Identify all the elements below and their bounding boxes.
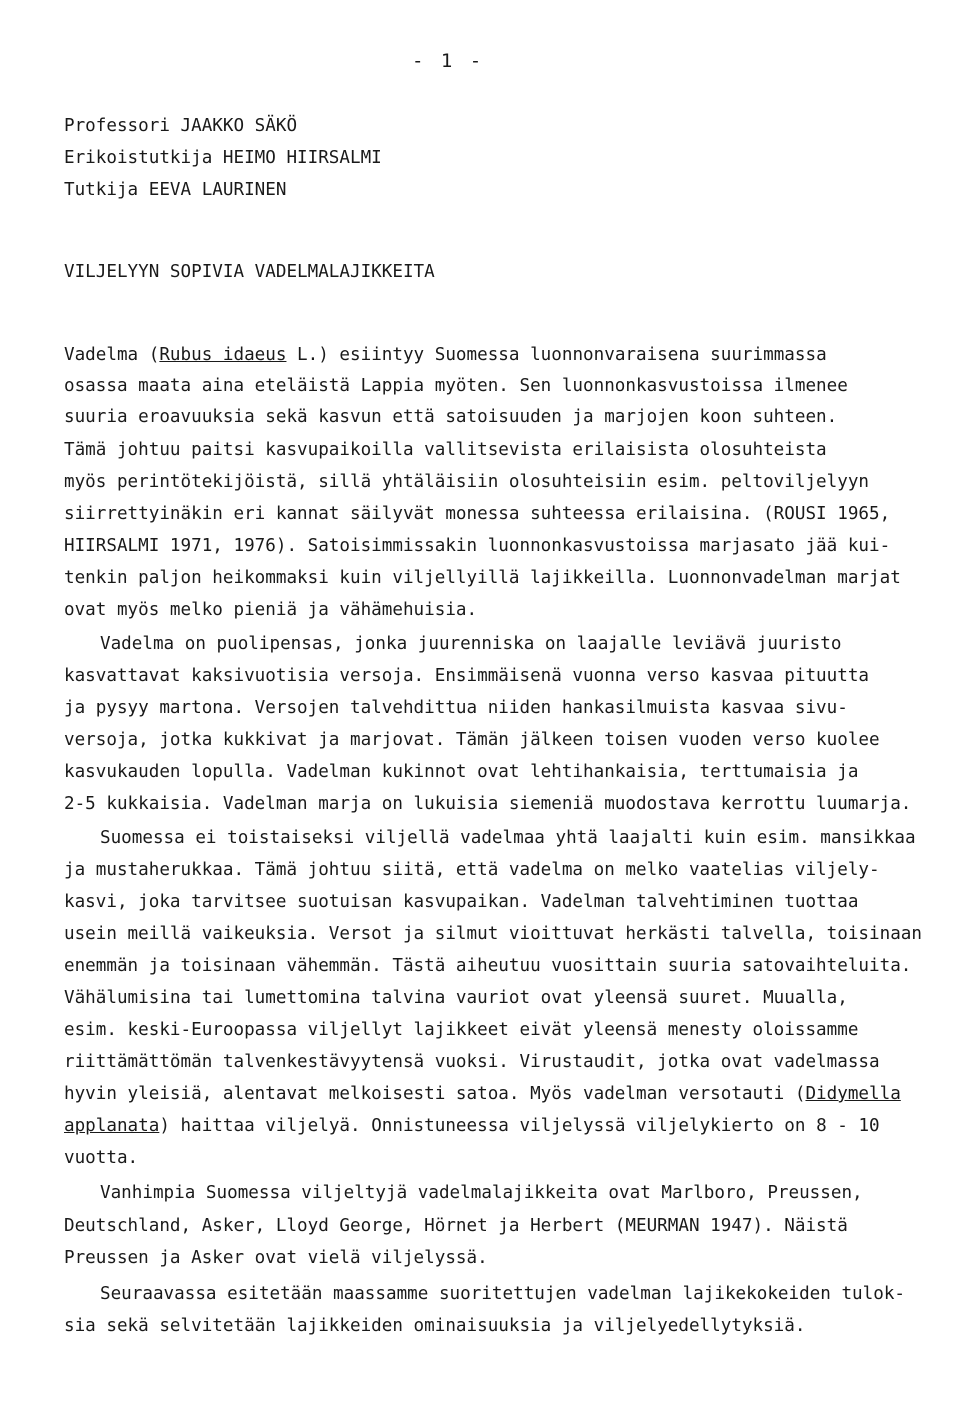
latin-name-didymella: Didymella xyxy=(805,1084,901,1104)
paragraph-1-line-8: tenkin paljon heikommaksi kuin viljellyillä lajikkeilla. Luonnonvadelman marjat xyxy=(64,568,901,588)
paragraph-3-line-10 xyxy=(64,1116,880,1136)
paragraph-3-line-11: vuotta. xyxy=(64,1148,139,1168)
paragraph-4-line-3: Preussen ja Asker ovat vielä viljelyssä. xyxy=(64,1248,488,1268)
paragraph-1-line-7: HIIRSALMI 1971, 1976). Satoisimmissakin luonnonkasvustoissa marjasato jää kui- xyxy=(64,536,891,556)
paragraph-1-line-3: suuria eroavuuksia sekä kasvun että satoisuuden ja marjojen koon suhteen. xyxy=(64,407,838,427)
paragraph-3-line-2: ja mustaherukkaa. Tämä johtuu siitä, että vadelma on melko vaatelias viljely- xyxy=(64,860,880,880)
paragraph-2-line-4: versoja, jotka kukkivat ja marjovat. Tämän jälkeen toisen vuoden verso kuolee xyxy=(64,730,880,750)
paragraph-1-line-5: myös perintötekijöistä, sillä yhtäläisiin olosuhteisiin esim. peltoviljelyyn xyxy=(64,472,870,492)
paragraph-1-line-2: osassa maata aina eteläistä Lappia myöten. Sen luonnonkasvustoissa ilmenee xyxy=(64,376,848,396)
paragraph-1-line-6: siirrettyinäkin eri kannat säilyvät monessa suhteessa erilaisina. (ROUSI 1965, xyxy=(64,504,891,524)
paragraph-3-line-4: usein meillä vaikeuksia. Versot ja silmut vioittuvat herkästi talvella, toisinaan xyxy=(64,924,922,944)
author-line-2: Erikoistutkija HEIMO HIIRSALMI xyxy=(64,148,382,168)
paragraph-3-line-9 xyxy=(64,1084,901,1104)
paragraph-1-line-4: Tämä johtuu paitsi kasvupaikoilla vallitsevista erilaisista olosuhteista xyxy=(64,440,827,460)
author-line-3: Tutkija EEVA LAURINEN xyxy=(64,180,287,200)
paragraph-2-line-1: Vadelma on puolipensas, jonka juurenniska on laajalle leviävä juuristo xyxy=(100,634,842,654)
paragraph-3-line-7: esim. keski-Euroopassa viljellyt lajikkeet eivät yleensä menesty oloissamme xyxy=(64,1020,859,1040)
paragraph-1-line-1 xyxy=(64,345,827,365)
text-span: hyvin yleisiä, alentavat melkoisesti satoa. Myös vadelman versotauti ( xyxy=(64,1084,806,1104)
paragraph-3-line-5: enemmän ja toisinaan vähemmän. Tästä aiheutuu vuosittain suuria satovaihteluita. xyxy=(64,956,912,976)
paragraph-4-line-1: Vanhimpia Suomessa viljeltyjä vadelmalajikkeita ovat Marlboro, Preussen, xyxy=(100,1183,863,1203)
text-span: L.) esiintyy Suomessa luonnonvaraisena suurimmassa xyxy=(286,345,827,365)
paragraph-3-line-8: riittämättömän talvenkestävyytensä vuoksi. Virustaudit, jotka ovat vadelmassa xyxy=(64,1052,880,1072)
latin-name-rubus-idaeus: Rubus idaeus xyxy=(159,345,287,365)
document-title: VILJELYYN SOPIVIA VADELMALAJIKKEITA xyxy=(64,262,435,282)
paragraph-2-line-5: kasvukauden lopulla. Vadelman kukinnot ovat lehtihankaisia, terttumaisia ja xyxy=(64,762,859,782)
paragraph-2-line-6: 2-5 kukkaisia. Vadelman marja on lukuisia siemeniä muodostava kerrottu luumarja. xyxy=(64,794,912,814)
paragraph-3-line-1: Suomessa ei toistaiseksi viljellä vadelmaa yhtä laajalti kuin esim. mansikkaa xyxy=(100,828,916,848)
page-number: - 1 - xyxy=(412,50,485,72)
paragraph-2-line-3: ja pysyy martona. Versojen talvehdittua niiden hankasilmuista kasvaa sivu- xyxy=(64,698,848,718)
latin-name-applanata: applanata xyxy=(64,1116,160,1136)
text-span: ) haittaa viljelyä. Onnistuneessa viljelyssä viljelykierto on 8 - 10 xyxy=(159,1116,880,1136)
paragraph-4-line-2: Deutschland, Asker, Lloyd George, Hörnet ja Herbert (MEURMAN 1947). Näistä xyxy=(64,1216,848,1236)
paragraph-3-line-6: Vähälumisina tai lumettomina talvina vauriot ovat yleensä suuret. Muualla, xyxy=(64,988,848,1008)
paragraph-3-line-3: kasvi, joka tarvitsee suotuisan kasvupaikan. Vadelman talvehtiminen tuottaa xyxy=(64,892,859,912)
text-span: Vadelma ( xyxy=(64,345,160,365)
paragraph-5-line-1: Seuraavassa esitetään maassamme suoritettujen vadelman lajikekokeiden tulok- xyxy=(100,1284,906,1304)
paragraph-2-line-2: kasvattavat kaksivuotisia versoja. Ensimmäisenä vuonna verso kasvaa pituutta xyxy=(64,666,870,686)
paragraph-1-line-9: ovat myös melko pieniä ja vähämehuisia. xyxy=(64,600,478,620)
author-line-1: Professori JAAKKO SÄKÖ xyxy=(64,116,298,136)
paragraph-5-line-2: sia sekä selvitetään lajikkeiden ominaisuuksia ja viljelyedellytyksiä. xyxy=(64,1316,806,1336)
